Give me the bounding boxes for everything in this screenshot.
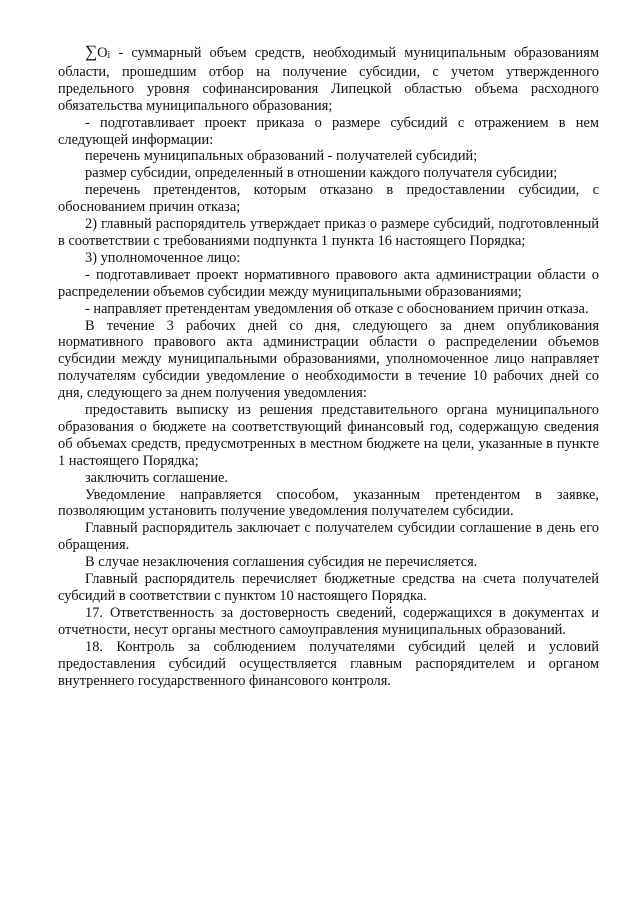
- paragraph: В случае незаключения соглашения субсидия не перечисляется.: [85, 554, 478, 571]
- paragraph: Главный распорядитель заключает с получателем субсидии соглашение в день его обращения.: [58, 520, 599, 554]
- paragraph-sum-definition: [58, 42, 599, 115]
- paragraph: - подготавливает проект приказа о размере субсидий с отражением в нем следующей информации:: [58, 114, 599, 148]
- paragraph: Главный распорядитель перечисляет бюджетные средства на счета получателей субсидий в соответствии с пунктом 10 настоящего Порядка.: [58, 571, 599, 604]
- sum-symbol: ∑: [85, 42, 98, 61]
- paragraph: 18. Контроль за соблюдением получателями субсидий целей и условий предоставления субсидий осуществляется главным распорядителем и органом внутреннего государственного финансового контроля.: [58, 638, 599, 689]
- document-body: [58, 42, 599, 689]
- paragraph: заключить соглашение.: [85, 469, 229, 486]
- paragraph: 2) главный распорядитель утверждает приказ о размере субсидий, подготовленный в соответствии с требованиями подпункта 1 пункта 16 настоящего Порядка;: [58, 216, 599, 249]
- sum-variable: O: [97, 45, 108, 61]
- paragraph: 3) уполномоченное лицо:: [85, 249, 241, 266]
- paragraph: - направляет претендентам уведомления об отказе с обоснованием причин отказа.: [85, 300, 589, 317]
- paragraph: предоставить выписку из решения представительного органа муниципального образования о бюджете на соответствующий финансовый год, содержащую сведения об объемах средств, предусмотренных в местном бюджете на цели, указанные в пункте 1 настоящего Порядка;: [58, 402, 599, 469]
- paragraph: перечень претендентов, которым отказано в предоставлении субсидии, с обоснованием причин отказа;: [58, 182, 599, 216]
- paragraph: 17. Ответственность за достоверность сведений, содержащихся в документах и отчетности, несут органы местного самоуправления муниципальных образований.: [58, 604, 599, 638]
- paragraph: В течение 3 рабочих дней со дня, следующего за днем опубликования нормативного правового акта администрации области о распределении объемов субсидии между муниципальными образованиями, уполномоченное лицо направляет получателям субсидии уведомление о необходимости в течение 10 рабочих дней со дня, следующего за днем получения уведомления:: [58, 317, 599, 402]
- paragraph: Уведомление направляется способом, указанным претендентом в заявке, позволяющим установить получение уведомления получателем субсидии.: [58, 486, 599, 520]
- sum-subscript: i: [107, 50, 111, 61]
- paragraph: перечень муниципальных образований - получателей субсидий;: [85, 148, 478, 165]
- paragraph-text: - суммарный объем средств, необходимый муниципальным образованиям области, прошедшим отбор на получение субсидии, с учетом утвержденного предельного уровня софинансирования Липецкой областью объема расходного обязательства муниципального образования;: [58, 45, 599, 114]
- paragraph: - подготавливает проект нормативного правового акта администрации области о распределении объемов субсидии между муниципальными образованиями;: [58, 266, 599, 300]
- paragraph: размер субсидии, определенный в отношении каждого получателя субсидии;: [85, 165, 558, 182]
